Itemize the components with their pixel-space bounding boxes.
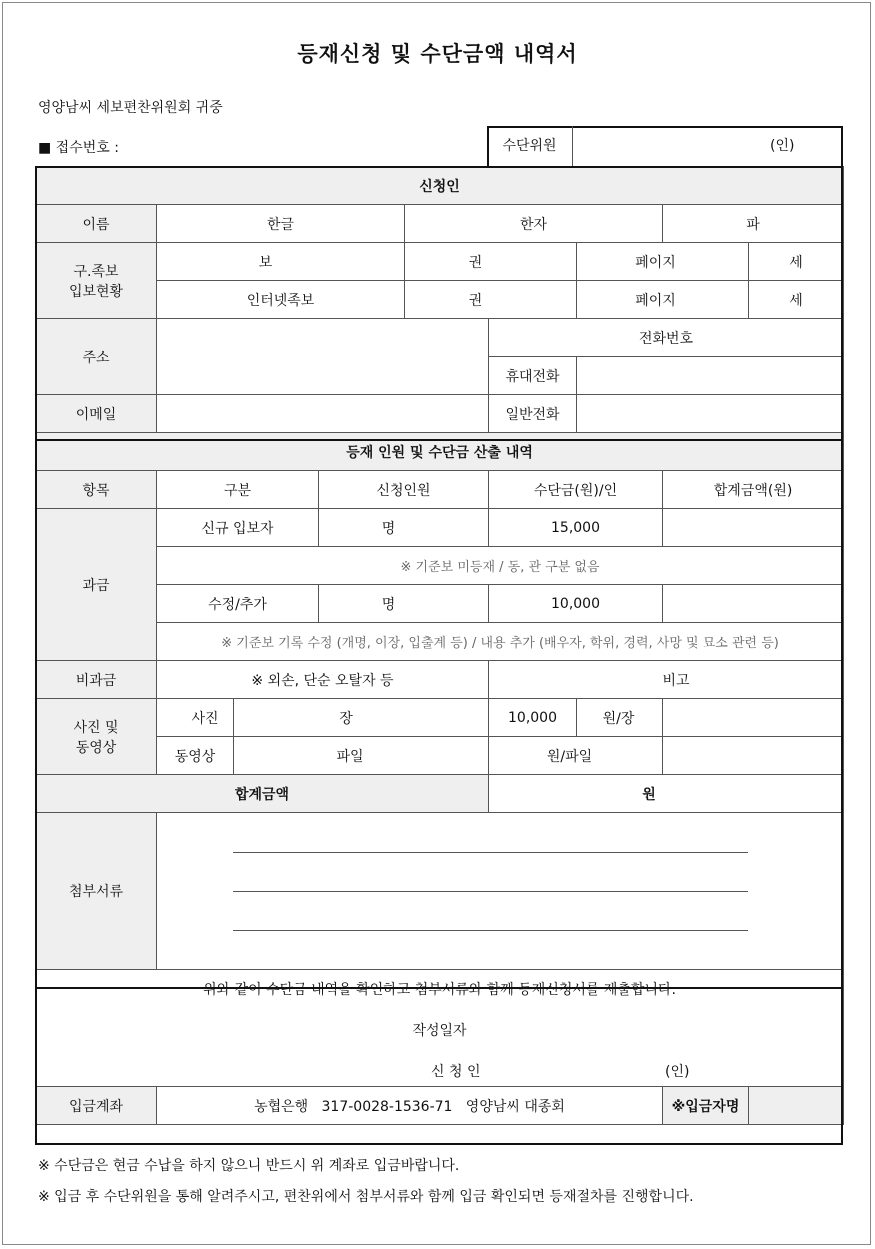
photo-total-field[interactable] bbox=[663, 699, 844, 737]
photo-count-field[interactable]: 장 bbox=[234, 699, 489, 737]
revise-count-field[interactable]: 명 bbox=[319, 585, 489, 623]
date-label: 작성일자 bbox=[412, 1023, 467, 1039]
revise-label: 수정/추가 bbox=[157, 585, 319, 623]
col-fee-per-person: 수단금(원)/인 bbox=[489, 471, 663, 509]
video-total-field[interactable] bbox=[663, 737, 844, 775]
old-record-label bbox=[36, 243, 157, 319]
landline-field[interactable] bbox=[577, 395, 844, 433]
internet-record-label: 인터넷족보 bbox=[157, 281, 405, 319]
revise-note: ※ 기준보 기록 수정 (개명, 이장, 입출계 등) / 내용 추가 (배우자, 학위, 경력, 사망 및 묘소 관련 등) bbox=[157, 623, 844, 661]
revise-fee: 10,000 bbox=[489, 585, 663, 623]
phone-label: 전화번호 bbox=[489, 319, 844, 357]
attach-label: 첨부서류 bbox=[36, 813, 157, 970]
agent-label: 수단위원 bbox=[487, 126, 573, 168]
mobile-label: 휴대전화 bbox=[489, 357, 577, 395]
col-item: 항목 bbox=[36, 471, 157, 509]
photo-fee: 10,000 bbox=[489, 699, 577, 737]
charge-label: 과금 bbox=[36, 509, 157, 661]
se-field[interactable]: 세 bbox=[749, 243, 844, 281]
total-field[interactable]: 원 bbox=[489, 775, 844, 813]
new-entry-note: ※ 기준보 미등재 / 동, 관 구분 없음 bbox=[157, 547, 844, 585]
col-category: 구분 bbox=[157, 471, 319, 509]
gwon-field-2[interactable]: 권 bbox=[405, 281, 577, 319]
remark-label: 비고 bbox=[489, 661, 844, 699]
col-applicants: 신청인원 bbox=[319, 471, 489, 509]
old-record-label-line2: 입보현황 bbox=[68, 283, 124, 300]
section-divider-2 bbox=[35, 987, 843, 989]
account-label: 입금계좌 bbox=[36, 1087, 157, 1125]
email-field[interactable] bbox=[157, 395, 489, 433]
page-field[interactable]: 페이지 bbox=[577, 243, 749, 281]
address-field[interactable] bbox=[157, 319, 489, 395]
account-value: 농협은행 317-0028-1536-71 영양남씨 대종회 bbox=[157, 1087, 663, 1125]
applicant-header: 신청인 bbox=[36, 167, 844, 205]
se-field-2[interactable]: 세 bbox=[749, 281, 844, 319]
name-label: 이름 bbox=[36, 205, 157, 243]
total-label: 합계금액 bbox=[36, 775, 489, 813]
address-label: 주소 bbox=[36, 319, 157, 395]
landline-label: 일반전화 bbox=[489, 395, 577, 433]
applicant-sign-label: 신 청 인 bbox=[431, 1064, 481, 1080]
new-entry-fee: 15,000 bbox=[489, 509, 663, 547]
page-field-2[interactable]: 페이지 bbox=[577, 281, 749, 319]
video-fee-unit: 원/파일 bbox=[489, 737, 663, 775]
footnote-1: ※ 수단금은 현금 수납을 하지 않으니 반드시 위 계좌로 입금바랍니다. bbox=[38, 1158, 460, 1174]
applicant-seal: (인) bbox=[665, 1064, 690, 1080]
hangul-name-field[interactable]: 한글 bbox=[157, 205, 405, 243]
footnote-2: ※ 입금 후 수단위원을 통해 알려주시고, 편찬위에서 첨부서류와 함께 입금 확인되면 등재절차를 진행합니다. bbox=[38, 1189, 694, 1205]
media-label bbox=[36, 699, 157, 775]
photo-label: 사진 bbox=[157, 699, 234, 737]
gwon-field[interactable]: 권 bbox=[405, 243, 577, 281]
media-label-line1: 사진 및 bbox=[73, 719, 119, 736]
pa-field[interactable]: 파 bbox=[663, 205, 844, 243]
attach-field[interactable] bbox=[157, 813, 844, 970]
new-entry-total-field[interactable] bbox=[663, 509, 844, 547]
calc-header: 등재 인원 및 수단금 산출 내역 bbox=[36, 433, 844, 471]
hanja-name-field[interactable]: 한자 bbox=[405, 205, 663, 243]
col-total: 합계금액(원) bbox=[663, 471, 844, 509]
depositor-label: ※입금자명 bbox=[663, 1087, 749, 1125]
new-entry-count-field[interactable]: 명 bbox=[319, 509, 489, 547]
bo-field[interactable]: 보 bbox=[157, 243, 405, 281]
media-label-line2: 동영상 bbox=[75, 739, 117, 756]
receipt-number-label: ■ 접수번호 : bbox=[38, 140, 119, 156]
addressee: 영양남씨 세보편찬위원회 귀중 bbox=[38, 100, 223, 116]
application-form bbox=[35, 166, 844, 1125]
agent-seal: (인) bbox=[770, 138, 795, 154]
confirm-text: 위와 같이 수단금 내역을 확인하고 첨부서류와 함께 등재신청서를 제출합니다. bbox=[203, 982, 676, 998]
section-divider-1 bbox=[35, 439, 843, 441]
new-entry-label: 신규 입보자 bbox=[157, 509, 319, 547]
depositor-field[interactable] bbox=[749, 1087, 844, 1125]
page-title: 등재신청 및 수단금액 내역서 bbox=[297, 42, 578, 66]
free-note: ※ 외손, 단순 오탈자 등 bbox=[157, 661, 489, 699]
photo-fee-unit: 원/장 bbox=[577, 699, 663, 737]
email-label: 이메일 bbox=[36, 395, 157, 433]
old-record-label-line1: 구.족보 bbox=[73, 263, 119, 280]
video-count-field[interactable]: 파일 bbox=[234, 737, 489, 775]
video-label: 동영상 bbox=[157, 737, 234, 775]
free-label: 비과금 bbox=[36, 661, 157, 699]
revise-total-field[interactable] bbox=[663, 585, 844, 623]
mobile-field[interactable] bbox=[577, 357, 844, 395]
